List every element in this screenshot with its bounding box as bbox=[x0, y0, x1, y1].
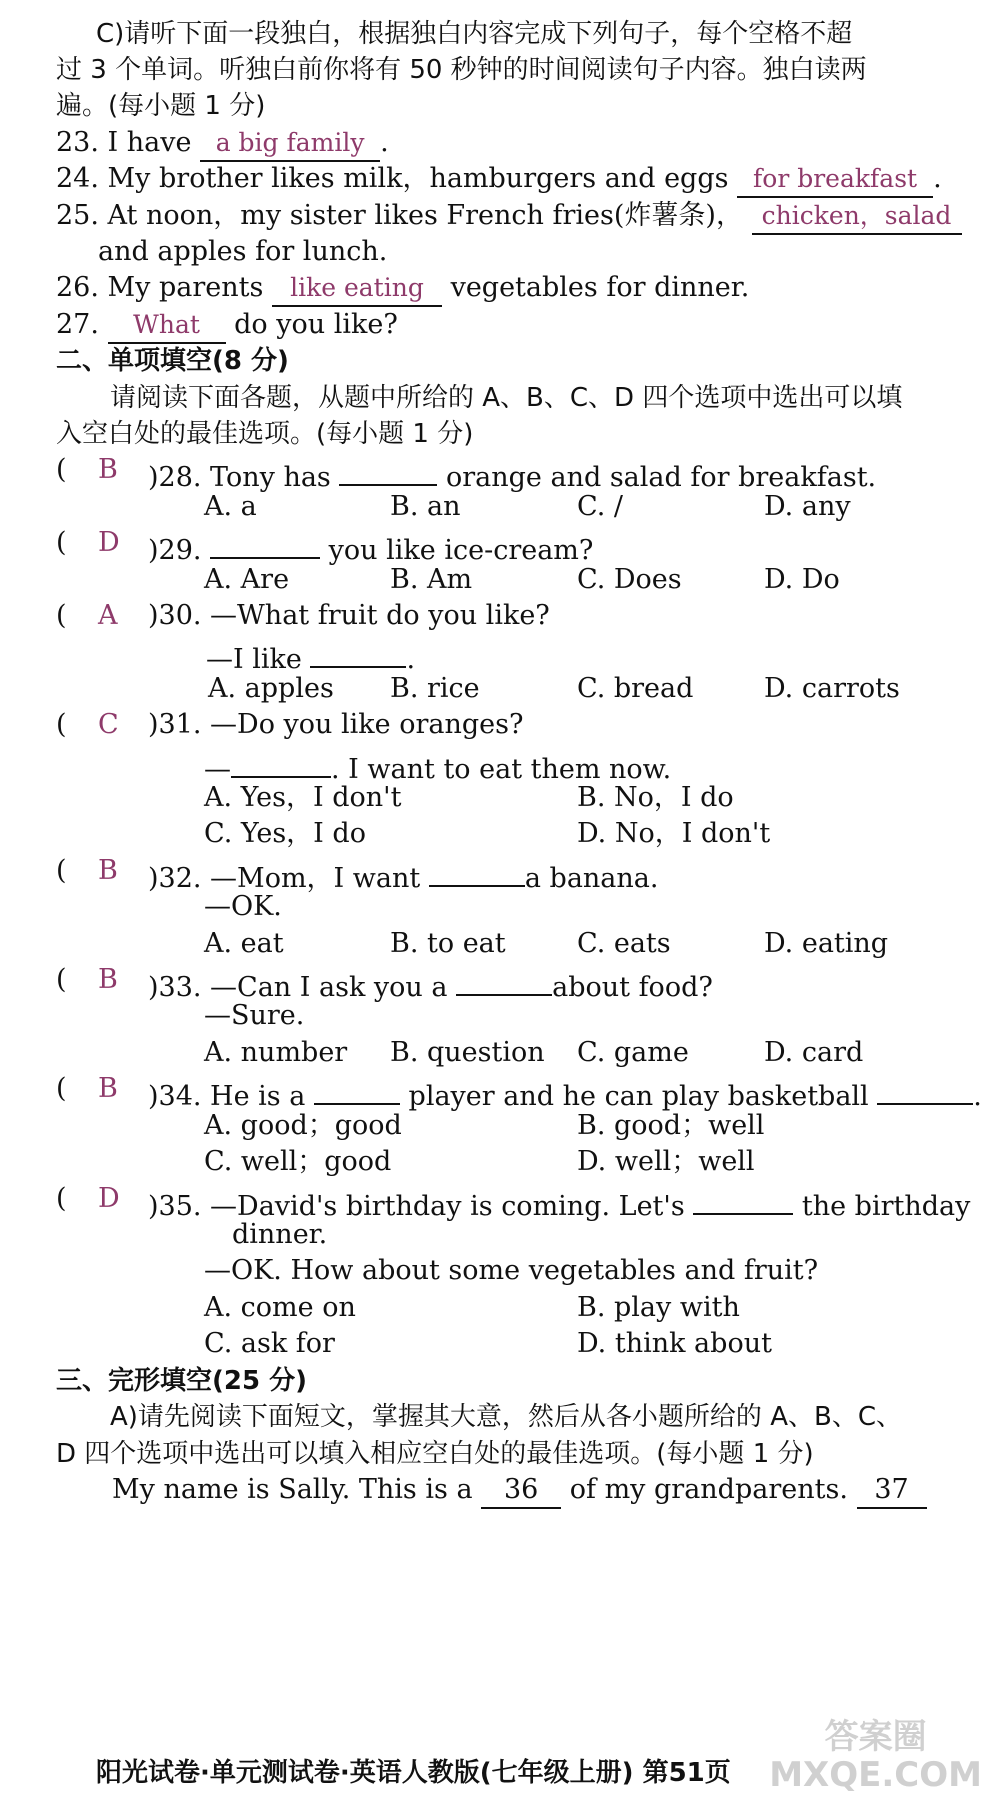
question-23 bbox=[56, 125, 389, 162]
q27-blank[interactable] bbox=[108, 310, 226, 344]
q29-answer: D bbox=[98, 527, 120, 558]
section3-instruction-2: D 四个选项中选出可以填入相应空白处的最佳选项。(每小题 1 分) bbox=[56, 1439, 814, 1469]
q30-option-b[interactable]: B. rice bbox=[390, 673, 480, 704]
section2-heading: 二、单项填空(8 分) bbox=[56, 346, 289, 376]
q31-option-a[interactable]: A. Yes，I don't bbox=[204, 782, 402, 813]
page-footer: 阳光试卷·单元测试卷·英语人教版(七年级上册) 第51页 bbox=[96, 1758, 731, 1788]
blank-36[interactable] bbox=[481, 1475, 561, 1509]
blank-36-number: 36 bbox=[503, 1474, 539, 1505]
q33-answer: B bbox=[98, 964, 118, 995]
q29-option-a[interactable]: A. Are bbox=[204, 564, 290, 595]
q31-option-d[interactable]: D. No，I don't bbox=[577, 818, 771, 849]
q24-text: 24. My brother likes milk，hamburgers and eggs bbox=[56, 163, 729, 194]
q34-option-c[interactable]: C. well；good bbox=[204, 1146, 392, 1177]
q30-option-a[interactable]: A. apples bbox=[208, 673, 334, 704]
q35-option-c[interactable]: C. ask for bbox=[204, 1328, 335, 1359]
q31-option-c[interactable]: C. Yes，I do bbox=[204, 818, 366, 849]
q23-text: 23. I have bbox=[56, 127, 192, 158]
q28-option-a[interactable]: A. a bbox=[204, 491, 257, 522]
passage-text-2: of my grandparents. bbox=[569, 1474, 848, 1505]
q23-blank[interactable] bbox=[200, 128, 380, 162]
q33-option-b[interactable]: B. question bbox=[390, 1037, 545, 1068]
q34-option-d[interactable]: D. well；well bbox=[577, 1146, 755, 1177]
q32-option-a[interactable]: A. eat bbox=[204, 928, 284, 959]
question-31: )31. —Do you like oranges? bbox=[148, 709, 524, 740]
q27-post: do you like? bbox=[234, 309, 398, 340]
q23-answer: a big family bbox=[215, 128, 365, 157]
q30-blank[interactable] bbox=[310, 634, 406, 668]
q25-answer: chicken，salad bbox=[761, 201, 952, 230]
blank-37[interactable] bbox=[857, 1475, 927, 1509]
q27-text: 27. bbox=[56, 309, 99, 340]
q34-paren: ( bbox=[56, 1073, 67, 1104]
q32-paren: ( bbox=[56, 855, 67, 886]
q34-option-a[interactable]: A. good；good bbox=[204, 1110, 402, 1141]
q32-answer: B bbox=[98, 855, 118, 886]
listening-instruction-1: C)请听下面一段独白，根据独白内容完成下列句子，每个空格不超 bbox=[96, 19, 853, 49]
q31-option-b[interactable]: B. No，I do bbox=[577, 782, 734, 813]
q35-option-d[interactable]: D. think about bbox=[577, 1328, 772, 1359]
q29-stem2: you like ice-cream? bbox=[328, 535, 594, 566]
q29-option-d[interactable]: D. Do bbox=[764, 564, 840, 595]
q31-blank[interactable] bbox=[231, 744, 331, 778]
q34-stem2: player and he can play basketball bbox=[408, 1081, 869, 1112]
q31-line2-post: . I want to eat them now. bbox=[331, 754, 672, 785]
blank-37-number: 37 bbox=[874, 1474, 909, 1505]
q28-option-b[interactable]: B. an bbox=[390, 491, 461, 522]
q25-text: 25. At noon，my sister likes French fries(炸薯条)， bbox=[56, 200, 743, 231]
q35-stem2: the birthday bbox=[801, 1191, 971, 1222]
q34-option-b[interactable]: B. good；well bbox=[577, 1110, 765, 1141]
listening-instruction-3: 遍。(每小题 1 分) bbox=[56, 91, 266, 121]
question-24 bbox=[56, 161, 942, 198]
question-26 bbox=[56, 270, 749, 307]
question-27 bbox=[56, 307, 398, 344]
q28-answer: B bbox=[98, 454, 118, 485]
q33-paren: ( bbox=[56, 964, 67, 995]
q31-line2-text: — bbox=[204, 754, 231, 785]
q28-blank[interactable] bbox=[339, 452, 437, 486]
section2-instruction-1: 请阅读下面各题，从题中所给的 A、B、C、D 四个选项中选出可以填 bbox=[110, 383, 903, 413]
q35-paren: ( bbox=[56, 1183, 67, 1214]
q32-option-b[interactable]: B. to eat bbox=[390, 928, 506, 959]
q33-option-a[interactable]: A. number bbox=[204, 1037, 348, 1068]
q34-blank-2[interactable] bbox=[877, 1071, 973, 1105]
q35-option-a[interactable]: A. come on bbox=[204, 1292, 356, 1323]
q32-option-c[interactable]: C. eats bbox=[577, 928, 671, 959]
q34-stem3: . bbox=[973, 1081, 982, 1112]
listening-instruction-2: 过 3 个单词。听独白前你将有 50 秒钟的时间阅读句子内容。独白读两 bbox=[56, 55, 867, 85]
q35-line2: dinner. bbox=[232, 1219, 328, 1250]
q29-stem: )29. bbox=[148, 535, 202, 566]
q26-blank[interactable] bbox=[272, 273, 442, 307]
q34-stem: )34. He is a bbox=[148, 1081, 306, 1112]
q30-line2-post: . bbox=[406, 644, 416, 675]
q24-blank[interactable] bbox=[737, 164, 933, 198]
q28-stem: )28. Tony has bbox=[148, 462, 331, 493]
q28-paren: ( bbox=[56, 454, 67, 485]
q27-answer: What bbox=[133, 310, 200, 339]
q30-line2-text: —I like bbox=[206, 644, 302, 675]
q35-stem: )35. —David's birthday is coming. Let's bbox=[148, 1191, 685, 1222]
section3-heading: 三、完形填空(25 分) bbox=[56, 1366, 307, 1396]
q30-answer: A bbox=[98, 600, 118, 631]
passage-text-1: My name is Sally. This is a bbox=[112, 1474, 473, 1505]
passage-line-1 bbox=[112, 1472, 927, 1509]
q32-stem: )32. —Mom，I want bbox=[148, 863, 421, 894]
q28-stem2: orange and salad for breakfast. bbox=[445, 462, 877, 493]
q32-blank[interactable] bbox=[429, 853, 525, 887]
q29-paren: ( bbox=[56, 527, 67, 558]
q26-answer: like eating bbox=[290, 273, 424, 302]
q33-option-d[interactable]: D. card bbox=[764, 1037, 864, 1068]
q35-answer: D bbox=[98, 1183, 120, 1214]
q35-line3: —OK. How about some vegetables and fruit? bbox=[204, 1255, 819, 1286]
q25-blank[interactable] bbox=[752, 201, 962, 235]
q28-option-c[interactable]: C. / bbox=[577, 491, 623, 522]
q23-post: . bbox=[380, 127, 389, 158]
q30-option-d[interactable]: D. carrots bbox=[764, 673, 900, 704]
q29-blank[interactable] bbox=[210, 525, 320, 559]
q30-option-c[interactable]: C. bread bbox=[577, 673, 694, 704]
q25-line2: and apples for lunch. bbox=[98, 236, 388, 267]
q32-option-d[interactable]: D. eating bbox=[764, 928, 889, 959]
q35-blank[interactable] bbox=[693, 1181, 793, 1215]
watermark-logo: 答案圈 MXQE.COM bbox=[769, 1717, 982, 1795]
q35-option-b[interactable]: B. play with bbox=[577, 1292, 740, 1323]
q33-stem2: about food? bbox=[552, 972, 713, 1003]
q33-blank[interactable] bbox=[456, 962, 552, 996]
q33-stem: )33. —Can I ask you a bbox=[148, 972, 448, 1003]
q29-option-c[interactable]: C. Does bbox=[577, 564, 682, 595]
q30-paren: ( bbox=[56, 600, 67, 631]
q32-line2: —OK. bbox=[204, 891, 282, 922]
q24-post: . bbox=[933, 163, 942, 194]
q32-stem2: a banana. bbox=[524, 863, 659, 894]
q33-option-c[interactable]: C. game bbox=[577, 1037, 689, 1068]
q34-blank-1[interactable] bbox=[314, 1071, 400, 1105]
q34-answer: B bbox=[98, 1073, 118, 1104]
question-30: )30. —What fruit do you like? bbox=[148, 600, 550, 631]
q26-post: vegetables for dinner. bbox=[450, 272, 750, 303]
section2-instruction-2: 入空白处的最佳选项。(每小题 1 分) bbox=[56, 419, 474, 449]
q31-answer: C bbox=[98, 709, 119, 740]
question-25 bbox=[56, 198, 962, 235]
q28-option-d[interactable]: D. any bbox=[764, 491, 851, 522]
q26-text: 26. My parents bbox=[56, 272, 264, 303]
q31-paren: ( bbox=[56, 709, 67, 740]
q33-line2: —Sure. bbox=[204, 1000, 305, 1031]
section3-instruction-1: A)请先阅读下面短文，掌握其大意，然后从各小题所给的 A、B、C、 bbox=[110, 1402, 902, 1432]
q29-option-b[interactable]: B. Am bbox=[390, 564, 473, 595]
q24-answer: for breakfast bbox=[753, 164, 918, 193]
